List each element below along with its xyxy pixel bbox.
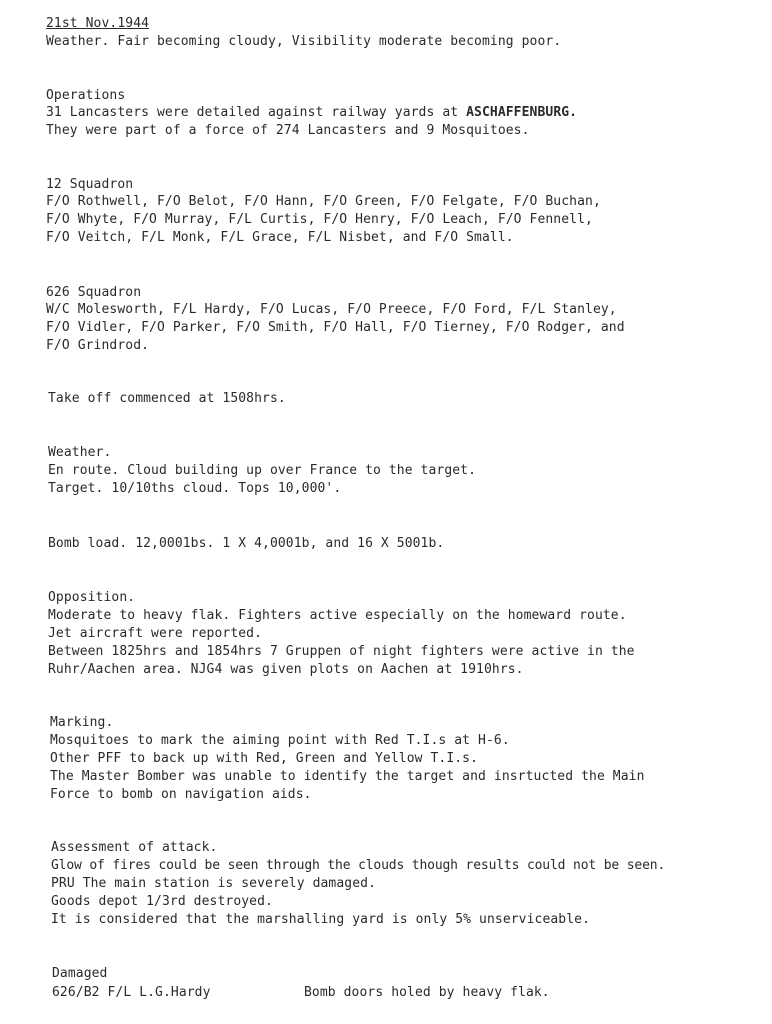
squadron-12-crew-line: F/O Veitch, F/L Monk, F/L Grace, F/L Nisbet, and F/O Small.: [46, 230, 514, 245]
takeoff-line: Take off commenced at 1508hrs.: [48, 391, 286, 406]
weather-summary: Weather. Fair becoming cloudy, Visibility moderate becoming poor.: [46, 34, 562, 49]
squadron-626-heading: 626 Squadron: [46, 285, 142, 300]
assessment-line: Goods depot 1/3rd destroyed.: [51, 894, 273, 909]
marking-line: Mosquitoes to mark the aiming point with Red T.I.s at H-6.: [50, 733, 510, 748]
squadron-626-crew-line: F/O Grindrod.: [46, 338, 150, 353]
squadron-12-heading: 12 Squadron: [46, 177, 134, 192]
marking-line: The Master Bomber was unable to identify the target and insrtucted the Main: [50, 769, 645, 784]
marking-heading: Marking.: [50, 715, 114, 730]
operations-line-1: [46, 104, 577, 122]
opposition-heading: Opposition.: [48, 590, 136, 605]
damaged-heading: Damaged: [52, 966, 108, 981]
squadron-12-crew-line: F/O Rothwell, F/O Belot, F/O Hann, F/O Green, F/O Felgate, F/O Buchan,: [46, 194, 601, 209]
squadron-626-crew-line: F/O Vidler, F/O Parker, F/O Smith, F/O Hall, F/O Tierney, F/O Rodger, and: [46, 320, 625, 335]
weather-line: Target. 10/10ths cloud. Tops 10,000'.: [48, 481, 342, 496]
opposition-line: Ruhr/Aachen area. NJG4 was given plots on Aachen at 1910hrs.: [48, 662, 524, 677]
operations-line-1-text: 31 Lancasters were detailed against railway yards at: [46, 105, 467, 120]
marking-line: Other PFF to back up with Red, Green and Yellow T.I.s.: [50, 751, 479, 766]
opposition-line: Jet aircraft were reported.: [48, 626, 263, 641]
target-name: ASCHAFFENBURG.: [466, 105, 578, 120]
document-date: 21st Nov.1944: [46, 16, 150, 31]
assessment-line: Glow of fires could be seen through the clouds though results could not be seen.: [51, 858, 666, 873]
assessment-line: PRU The main station is severely damaged.: [51, 876, 376, 891]
bomb-load-line: Bomb load. 12,0001bs. 1 X 4,0001b, and 16 X 5001b.: [48, 536, 445, 551]
opposition-line: Between 1825hrs and 1854hrs 7 Gruppen of night fighters were active in the: [48, 644, 635, 659]
damaged-note: Bomb doors holed by heavy flak.: [304, 985, 550, 1000]
assessment-heading: Assessment of attack.: [51, 840, 218, 855]
marking-line: Force to bomb on navigation aids.: [50, 787, 312, 802]
weather-heading: Weather.: [48, 445, 112, 460]
squadron-12-crew-line: F/O Whyte, F/O Murray, F/L Curtis, F/O Henry, F/O Leach, F/O Fennell,: [46, 212, 593, 227]
opposition-line: Moderate to heavy flak. Fighters active especially on the homeward route.: [48, 608, 627, 623]
operations-heading: Operations: [46, 88, 126, 103]
squadron-626-crew-line: W/C Molesworth, F/L Hardy, F/O Lucas, F/O Preece, F/O Ford, F/L Stanley,: [46, 302, 617, 317]
assessment-line: It is considered that the marshalling yard is only 5% unserviceable.: [51, 912, 591, 927]
operations-line-2: They were part of a force of 274 Lancasters and 9 Mosquitoes.: [46, 123, 530, 138]
weather-line: En route. Cloud building up over France to the target.: [48, 463, 477, 478]
damaged-aircraft: 626/B2 F/L L.G.Hardy: [52, 985, 211, 1000]
